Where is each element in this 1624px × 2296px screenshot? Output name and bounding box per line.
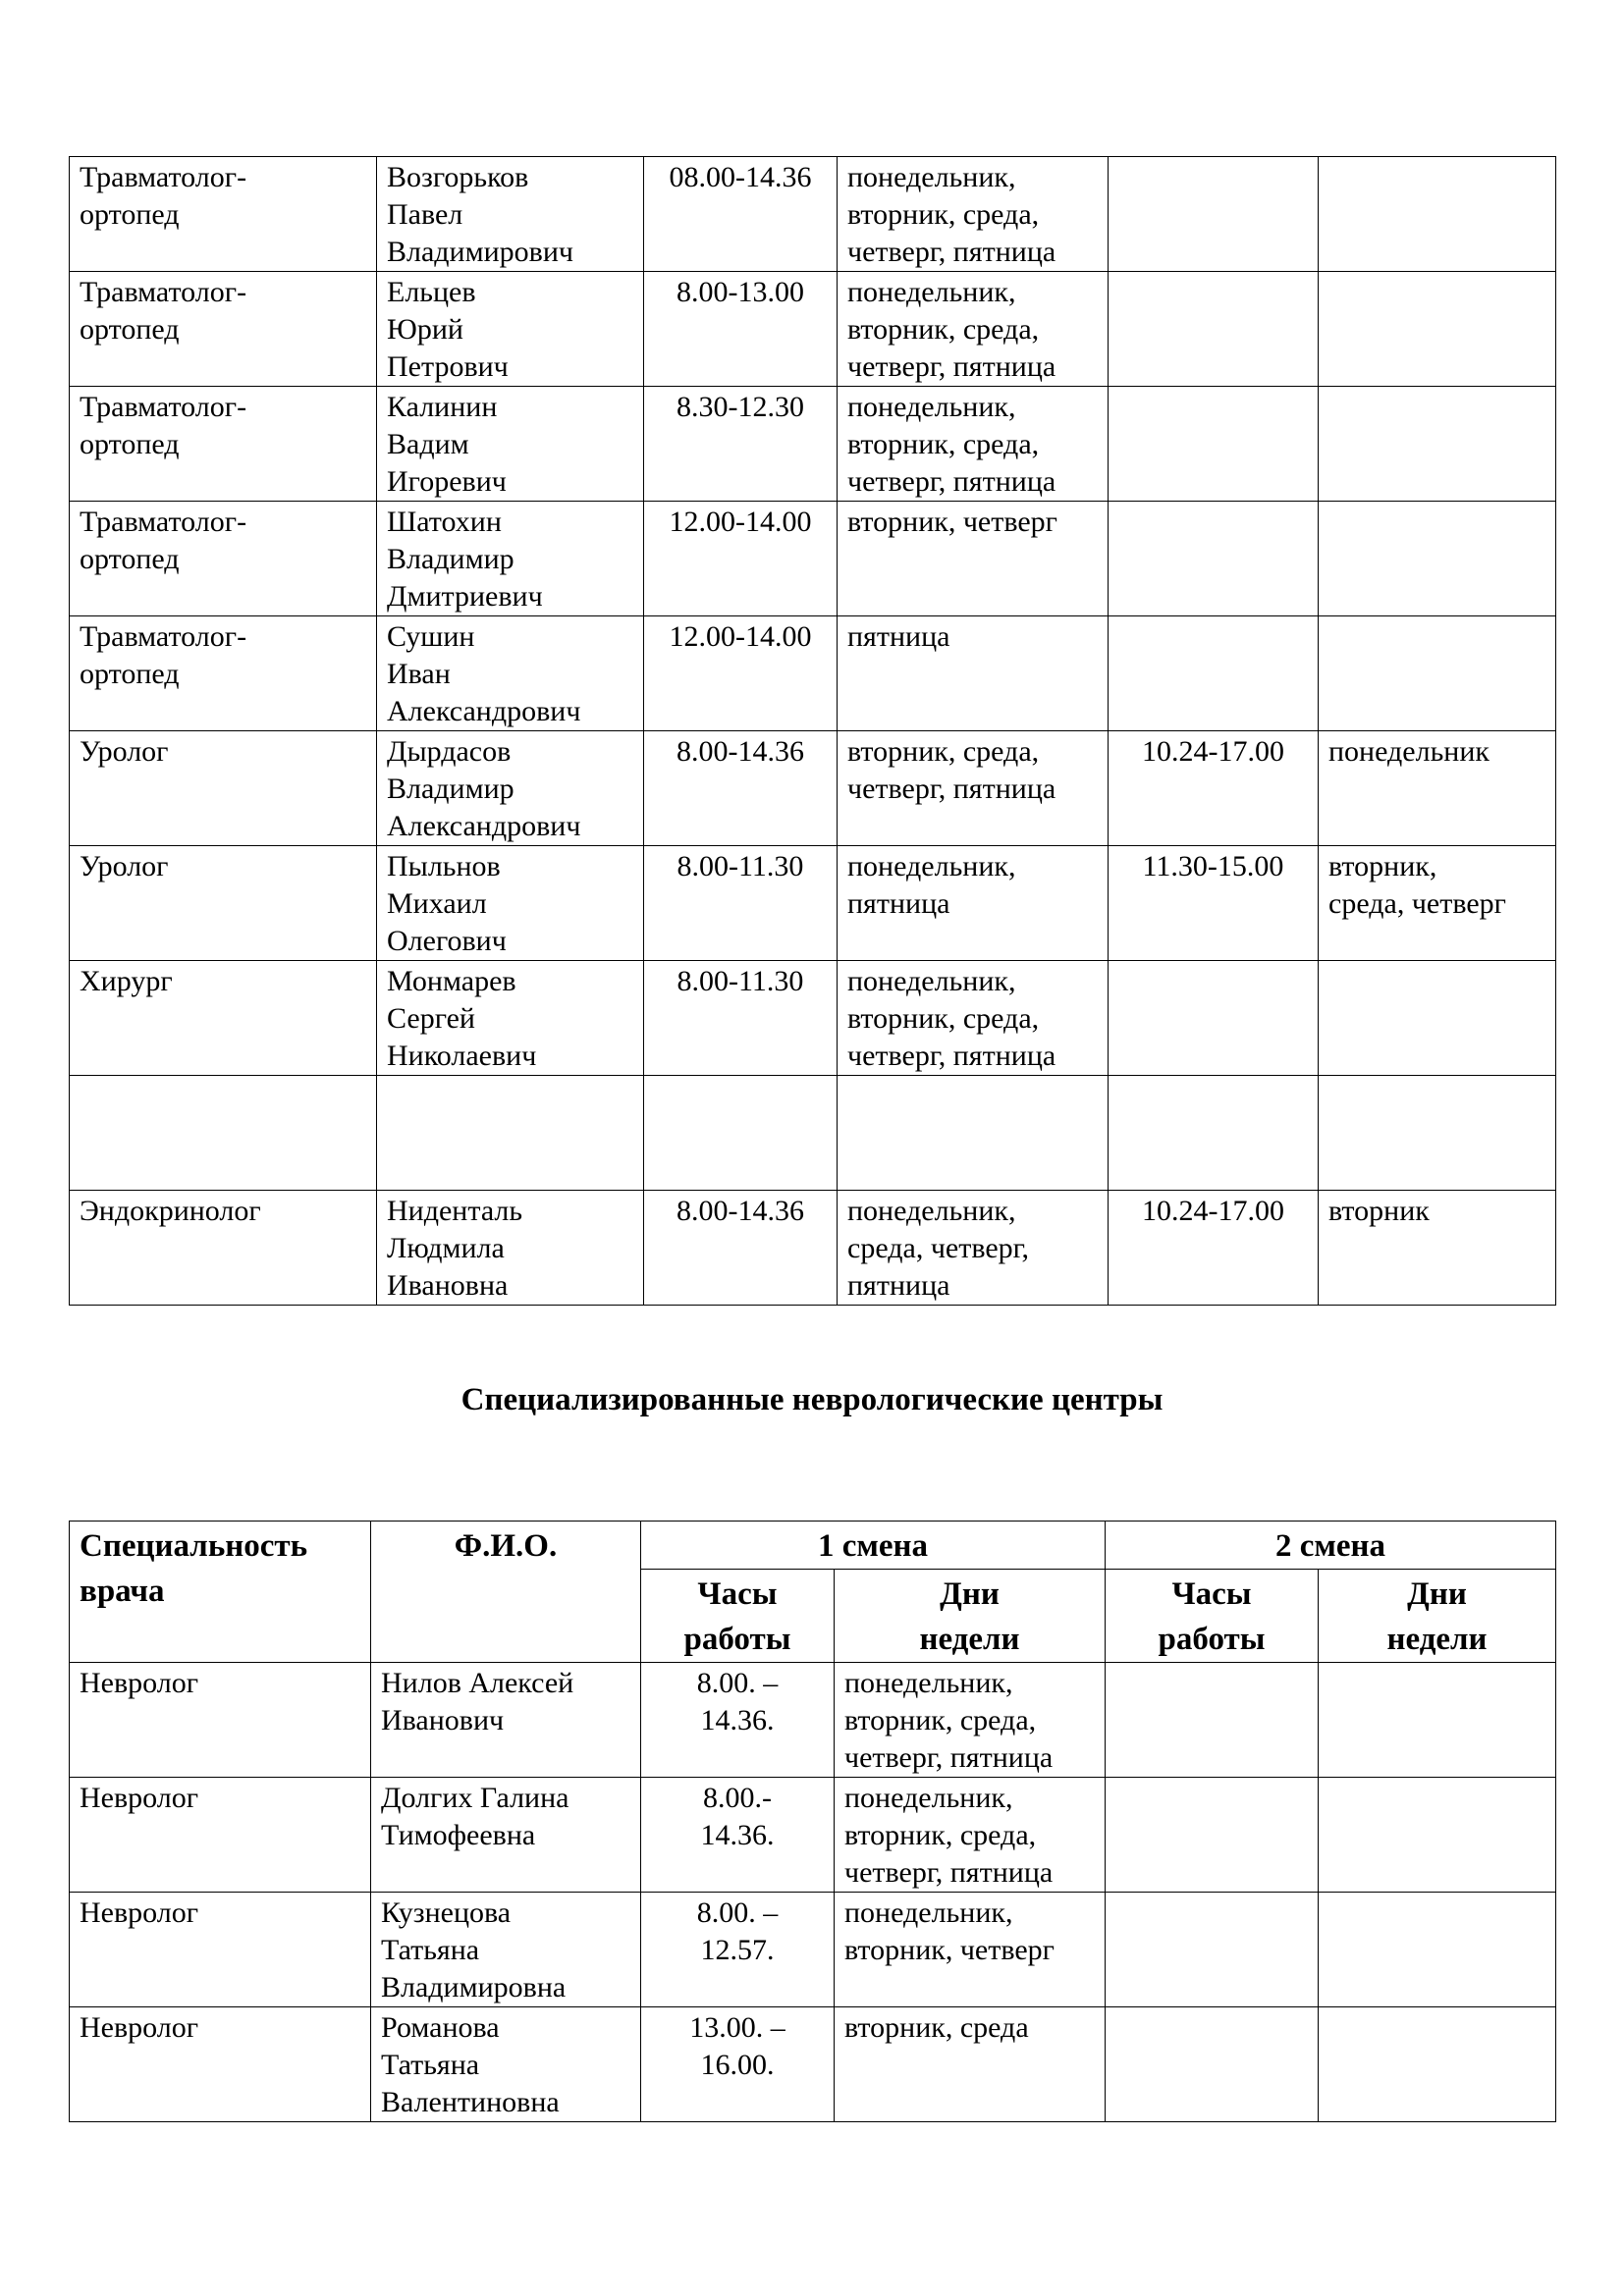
shift-1-hours-cell: 12.00-14.00: [644, 616, 838, 731]
table-row: [70, 846, 1556, 961]
shift-2-days-cell: [1319, 616, 1556, 731]
shift-2-hours-cell: 10.24-17.00: [1109, 731, 1319, 846]
shift-2-days-cell: [1319, 387, 1556, 502]
specialty-cell: Уролог: [70, 731, 377, 846]
shift-2-hours-cell: [1109, 157, 1319, 272]
shift-1-days-cell: понедельник, вторник, среда, четверг, пятница: [835, 1663, 1106, 1778]
table-row: [70, 2007, 1556, 2122]
table-row: [70, 616, 1556, 731]
shift-2-hours-cell: 11.30-15.00: [1109, 846, 1319, 961]
shift-2-hours-cell: [1109, 502, 1319, 616]
shift-1-hours-cell: 8.00.- 14.36.: [641, 1778, 835, 1893]
shift-2-days-cell: [1319, 961, 1556, 1076]
table-row: [70, 1663, 1556, 1778]
shift-1-hours-cell: 08.00-14.36: [644, 157, 838, 272]
name-cell: Дырдасов Владимир Александрович: [377, 731, 644, 846]
shift-2-days-cell: [1319, 1663, 1556, 1778]
shift-1-days-cell: понедельник, среда, четверг, пятница: [838, 1191, 1109, 1306]
name-cell: Кузнецова Татьяна Владимировна: [371, 1893, 641, 2007]
specialty-cell: Невролог: [70, 1893, 371, 2007]
shift-2-days-cell: [1319, 1893, 1556, 2007]
shift-2-days-cell: вторник, среда, четверг: [1319, 846, 1556, 961]
shift-2-days-cell: [1319, 2007, 1556, 2122]
header-shift-2-days: Дни недели: [1319, 1570, 1556, 1663]
header-name: Ф.И.О.: [371, 1522, 641, 1663]
shift-1-days-cell: понедельник, вторник, среда, четверг, пятница: [838, 961, 1109, 1076]
header-shift-2: 2 смена: [1106, 1522, 1556, 1570]
shift-1-days-cell: понедельник, вторник, среда, четверг, пятница: [838, 387, 1109, 502]
specialty-cell: [70, 1076, 377, 1191]
specialty-cell: Невролог: [70, 1778, 371, 1893]
table-row: [70, 961, 1556, 1076]
shift-1-hours-cell: 8.00-11.30: [644, 961, 838, 1076]
name-cell: Возгорьков Павел Владимирович: [377, 157, 644, 272]
shift-2-days-cell: [1319, 272, 1556, 387]
specialty-cell: Уролог: [70, 846, 377, 961]
name-cell: [377, 1076, 644, 1191]
table-row: [70, 1191, 1556, 1306]
shift-2-hours-cell: [1109, 961, 1319, 1076]
shift-1-hours-cell: 8.30-12.30: [644, 387, 838, 502]
schedule-table-top: [69, 156, 1556, 1306]
shift-1-days-cell: пятница: [838, 616, 1109, 731]
header-shift-1-hours: Часы работы: [641, 1570, 835, 1663]
specialty-cell: Травматолог- ортопед: [70, 616, 377, 731]
specialty-cell: Травматолог- ортопед: [70, 387, 377, 502]
schedule-table-top-body: [70, 157, 1556, 1306]
specialty-cell: Травматолог- ортопед: [70, 272, 377, 387]
shift-2-days-cell: понедельник: [1319, 731, 1556, 846]
shift-1-days-cell: понедельник, вторник, среда, четверг, пятница: [838, 272, 1109, 387]
specialty-cell: Эндокринолог: [70, 1191, 377, 1306]
shift-1-hours-cell: 8.00-14.36: [644, 1191, 838, 1306]
name-cell: Ельцев Юрий Петрович: [377, 272, 644, 387]
neuro-table-header: [70, 1522, 1556, 1663]
neuro-centers-table-body: [70, 1663, 1556, 2122]
shift-1-days-cell: [838, 1076, 1109, 1191]
shift-2-hours-cell: [1109, 272, 1319, 387]
shift-1-days-cell: понедельник, пятница: [838, 846, 1109, 961]
table-row: [70, 502, 1556, 616]
shift-1-days-cell: вторник, среда, четверг, пятница: [838, 731, 1109, 846]
shift-1-hours-cell: [644, 1076, 838, 1191]
shift-1-hours-cell: 8.00-14.36: [644, 731, 838, 846]
neuro-centers-table: [69, 1521, 1556, 2122]
shift-2-days-cell: [1319, 1778, 1556, 1893]
name-cell: Пыльнов Михаил Олегович: [377, 846, 644, 961]
header-specialty: Специальность врача: [70, 1522, 371, 1663]
shift-1-hours-cell: 8.00-11.30: [644, 846, 838, 961]
shift-1-days-cell: понедельник, вторник, среда, четверг, пятница: [835, 1778, 1106, 1893]
shift-2-hours-cell: [1109, 616, 1319, 731]
section-title: Специализированные неврологические центры: [460, 1382, 1164, 1417]
specialty-cell: Хирург: [70, 961, 377, 1076]
header-shift-1: 1 смена: [641, 1522, 1106, 1570]
name-cell: Сушин Иван Александрович: [377, 616, 644, 731]
shift-1-hours-cell: 13.00. – 16.00.: [641, 2007, 835, 2122]
table-row: [70, 731, 1556, 846]
table-row: [70, 1076, 1556, 1191]
table-row: [70, 1893, 1556, 2007]
table-row: [70, 272, 1556, 387]
name-cell: Нилов Алексей Иванович: [371, 1663, 641, 1778]
shift-1-days-cell: понедельник, вторник, четверг: [835, 1893, 1106, 2007]
specialty-cell: Невролог: [70, 1663, 371, 1778]
name-cell: Долгих Галина Тимофеевна: [371, 1778, 641, 1893]
shift-2-hours-cell: [1109, 1076, 1319, 1191]
name-cell: Ниденталь Людмила Ивановна: [377, 1191, 644, 1306]
shift-2-hours-cell: [1106, 2007, 1319, 2122]
shift-1-days-cell: понедельник, вторник, среда, четверг, пятница: [838, 157, 1109, 272]
table-row: [70, 157, 1556, 272]
table-row: [70, 1778, 1556, 1893]
shift-1-hours-cell: 8.00. – 14.36.: [641, 1663, 835, 1778]
shift-1-days-cell: вторник, среда: [835, 2007, 1106, 2122]
specialty-cell: Травматолог- ортопед: [70, 502, 377, 616]
header-shift-1-days: Дни недели: [835, 1570, 1106, 1663]
shift-1-days-cell: вторник, четверг: [838, 502, 1109, 616]
shift-2-hours-cell: [1109, 387, 1319, 502]
header-shift-2-hours: Часы работы: [1106, 1570, 1319, 1663]
shift-2-days-cell: вторник: [1319, 1191, 1556, 1306]
shift-1-hours-cell: 8.00-13.00: [644, 272, 838, 387]
shift-2-hours-cell: [1106, 1893, 1319, 2007]
shift-2-days-cell: [1319, 502, 1556, 616]
specialty-cell: Невролог: [70, 2007, 371, 2122]
shift-2-hours-cell: [1106, 1778, 1319, 1893]
shift-2-hours-cell: 10.24-17.00: [1109, 1191, 1319, 1306]
table-row: [70, 387, 1556, 502]
specialty-cell: Травматолог- ортопед: [70, 157, 377, 272]
name-cell: Калинин Вадим Игоревич: [377, 387, 644, 502]
shift-2-days-cell: [1319, 157, 1556, 272]
name-cell: Шатохин Владимир Дмитриевич: [377, 502, 644, 616]
shift-2-hours-cell: [1106, 1663, 1319, 1778]
name-cell: Романова Татьяна Валентиновна: [371, 2007, 641, 2122]
shift-2-days-cell: [1319, 1076, 1556, 1191]
name-cell: Монмарев Сергей Николаевич: [377, 961, 644, 1076]
shift-1-hours-cell: 8.00. – 12.57.: [641, 1893, 835, 2007]
shift-1-hours-cell: 12.00-14.00: [644, 502, 838, 616]
